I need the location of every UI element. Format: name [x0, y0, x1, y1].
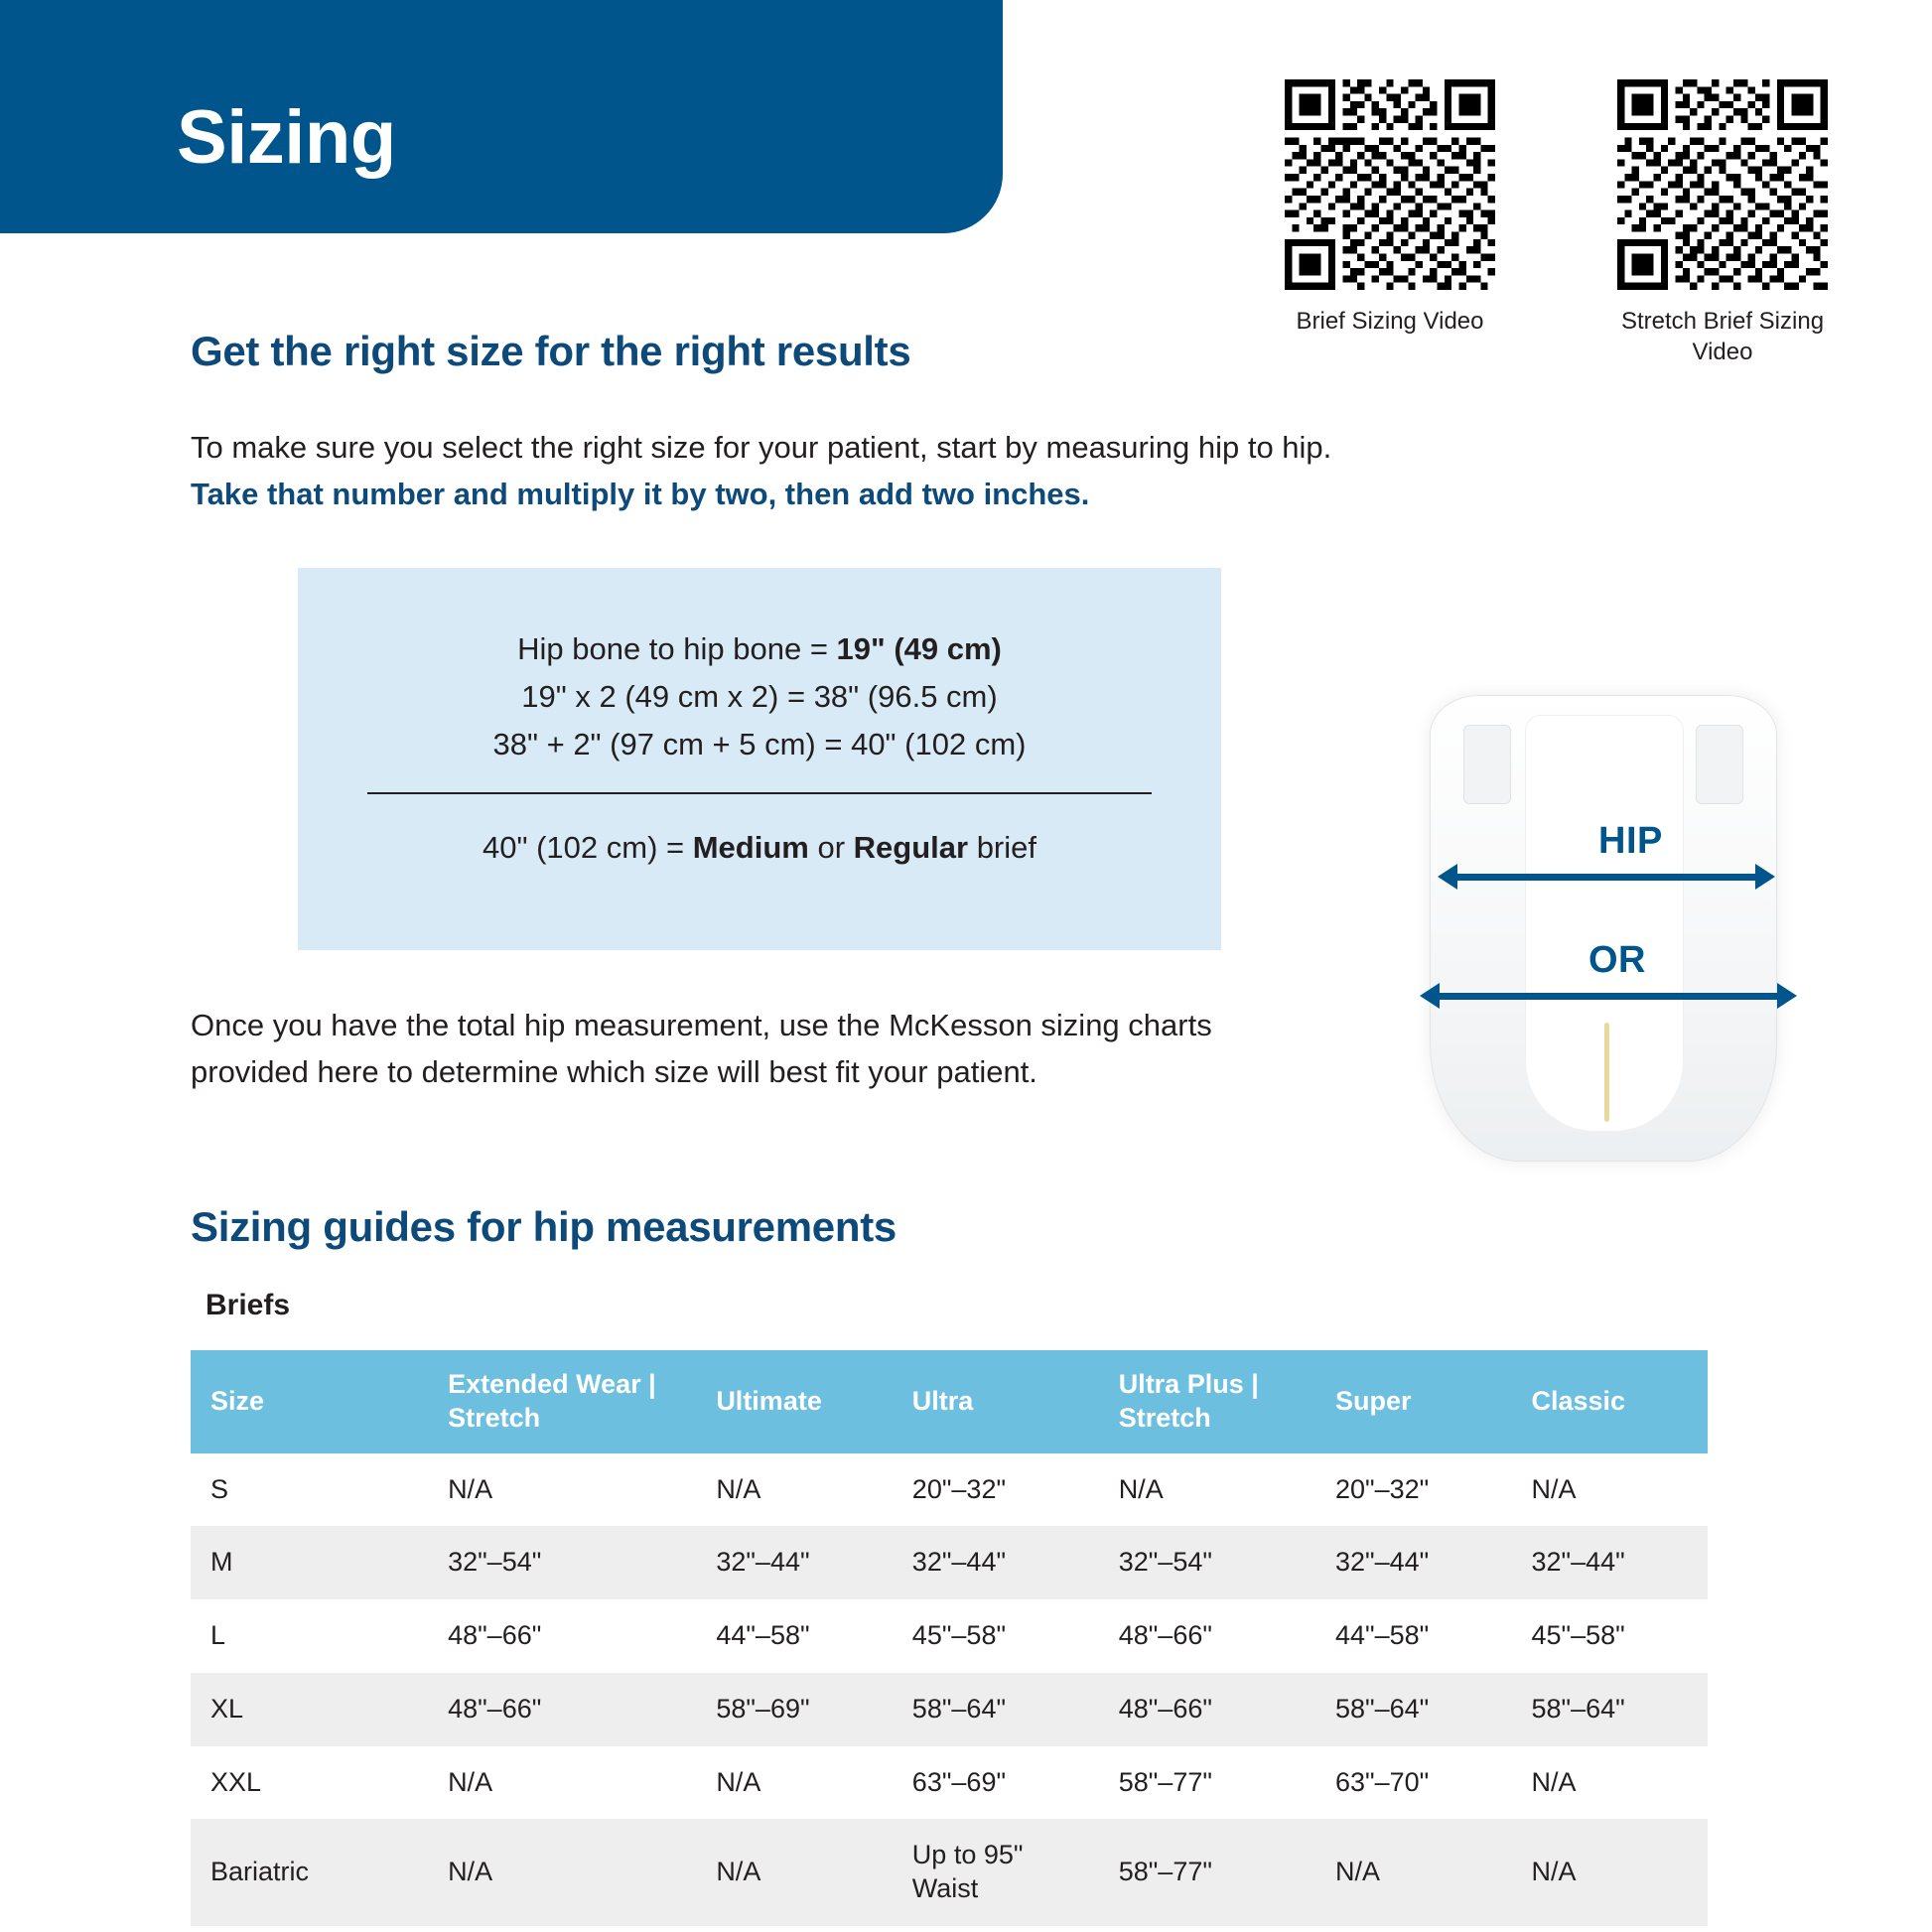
stretch-brief-sizing-video-caption: Stretch Brief Sizing Video — [1620, 308, 1825, 366]
brief-product-illustration — [1410, 685, 1807, 1181]
formula-box — [298, 568, 1221, 950]
header-banner — [0, 0, 1003, 233]
table-cell: N/A — [1099, 1453, 1315, 1527]
table-cell: 44"–58" — [1315, 1599, 1511, 1673]
formula-result-mid: or — [808, 830, 854, 866]
brief-sizing-video-qr-block[interactable] — [1281, 79, 1499, 337]
table-cell: XXL — [191, 1746, 428, 1820]
table-cell: 58"–77" — [1099, 1746, 1315, 1820]
formula-divider — [367, 792, 1152, 794]
table-cell: 58"–64" — [1511, 1673, 1708, 1746]
table-cell: 32"–44" — [893, 1526, 1099, 1599]
brief-sizing-video-qr-icon[interactable] — [1285, 79, 1495, 290]
brief-wetness-indicator — [1604, 1023, 1609, 1122]
table-row — [191, 1526, 1708, 1599]
formula-line-2: 19" x 2 (49 cm x 2) = 38" (96.5 cm) — [521, 679, 998, 715]
table-cell: N/A — [1511, 1453, 1708, 1527]
table-row — [191, 1453, 1708, 1527]
intro-paragraph — [191, 425, 1382, 517]
table-cell: 32"–44" — [1511, 1526, 1708, 1599]
formula-result-size-medium: Medium — [692, 830, 809, 866]
formula-result — [298, 830, 1221, 866]
or-arrow-line — [1438, 993, 1779, 1000]
table-cell: N/A — [428, 1819, 696, 1926]
formula-result-suffix: brief — [968, 830, 1036, 866]
table-header-cell: Ultra Plus | Stretch — [1099, 1350, 1315, 1453]
hip-arrow-label: HIP — [1598, 820, 1663, 862]
table-row — [191, 1746, 1708, 1820]
table-cell: 58"–69" — [696, 1673, 892, 1746]
table-cell: Bariatric — [191, 1819, 428, 1926]
page-title: Sizing — [177, 95, 396, 180]
table-cell: N/A — [1511, 1746, 1708, 1820]
table-cell: 20"–32" — [893, 1453, 1099, 1527]
intro-paragraph-plain: To make sure you select the right size for your patient, start by measuring hip to hip. — [191, 430, 1332, 465]
intro-paragraph-bold: Take that number and multiply it by two, then add two inches. — [191, 476, 1090, 511]
formula-line-1-bold: 19" (49 cm) — [836, 631, 1002, 666]
table-cell: N/A — [1315, 1819, 1511, 1926]
formula-line-1-plain: Hip bone to hip bone = — [517, 631, 837, 666]
table-cell: N/A — [696, 1746, 892, 1820]
brief-sizing-video-caption: Brief Sizing Video — [1296, 308, 1484, 335]
table-cell: 48"–66" — [428, 1599, 696, 1673]
table-cell: 45"–58" — [893, 1599, 1099, 1673]
table-row — [191, 1673, 1708, 1746]
table-cell: 44"–58" — [696, 1599, 892, 1673]
formula-lines — [298, 568, 1221, 794]
sizing-section-title: Sizing guides for hip measurements — [191, 1203, 897, 1250]
sizing-table-label: Briefs — [206, 1289, 291, 1321]
table-cell: 58"–64" — [893, 1673, 1099, 1746]
table-header-cell: Size — [191, 1350, 428, 1453]
or-arrow-label: OR — [1588, 939, 1646, 981]
hip-arrow-head-right-icon — [1755, 864, 1775, 890]
table-cell: N/A — [1511, 1819, 1708, 1926]
table-cell: 32"–44" — [1315, 1526, 1511, 1599]
table-header-cell: Extended Wear | Stretch — [428, 1350, 696, 1453]
table-cell: N/A — [428, 1746, 696, 1820]
or-arrow-head-right-icon — [1777, 983, 1797, 1009]
table-cell: 48"–66" — [1099, 1673, 1315, 1746]
or-measure-arrow — [1420, 983, 1797, 1009]
table-header-cell: Classic — [1511, 1350, 1708, 1453]
table-cell: 32"–54" — [1099, 1526, 1315, 1599]
table-header-cell: Super — [1315, 1350, 1511, 1453]
brief-tab-left — [1463, 725, 1511, 804]
formula-result-prefix: 40" (102 cm) = — [483, 830, 693, 866]
table-cell: M — [191, 1526, 428, 1599]
brief-tab-right — [1696, 725, 1743, 804]
table-cell: 63"–70" — [1315, 1746, 1511, 1820]
table-cell: 58"–64" — [1315, 1673, 1511, 1746]
formula-result-size-regular: Regular — [853, 830, 969, 866]
table-row — [191, 1599, 1708, 1673]
table-cell: N/A — [428, 1453, 696, 1527]
table-cell: 32"–44" — [696, 1526, 892, 1599]
table-cell: S — [191, 1453, 428, 1527]
hip-arrow-head-left-icon — [1438, 864, 1457, 890]
stretch-brief-sizing-video-qr-icon[interactable] — [1617, 79, 1828, 290]
stretch-brief-sizing-video-qr-block[interactable] — [1613, 79, 1832, 367]
table-cell: 58"–77" — [1099, 1819, 1315, 1926]
brief-graphic — [1430, 695, 1777, 1162]
table-cell: L — [191, 1599, 428, 1673]
after-paragraph: Once you have the total hip measurement, use the McKesson sizing charts provided here to determine which size will best fit your patient. — [191, 1008, 1212, 1089]
table-cell: 48"–66" — [1099, 1599, 1315, 1673]
table-header-row — [191, 1350, 1708, 1453]
table-cell: 48"–66" — [428, 1673, 696, 1746]
table-cell: 20"–32" — [1315, 1453, 1511, 1527]
table-cell: XL — [191, 1673, 428, 1746]
table-cell: N/A — [696, 1819, 892, 1926]
hip-arrow-line — [1455, 874, 1757, 881]
or-arrow-head-left-icon — [1420, 983, 1440, 1009]
table-cell: Up to 95" Waist — [893, 1819, 1099, 1926]
table-row — [191, 1819, 1708, 1926]
briefs-sizing-table — [191, 1350, 1708, 1926]
table-header-cell: Ultra — [893, 1350, 1099, 1453]
table-cell: 32"–54" — [428, 1526, 696, 1599]
table-header-cell: Ultimate — [696, 1350, 892, 1453]
intro-heading: Get the right size for the right results — [191, 328, 911, 374]
table-cell: N/A — [696, 1453, 892, 1527]
table-cell: 45"–58" — [1511, 1599, 1708, 1673]
formula-line-1 — [298, 625, 1221, 673]
formula-line-3: 38" + 2" (97 cm + 5 cm) = 40" (102 cm) — [492, 727, 1027, 762]
table-cell: 63"–69" — [893, 1746, 1099, 1820]
hip-measure-arrow — [1438, 864, 1775, 890]
